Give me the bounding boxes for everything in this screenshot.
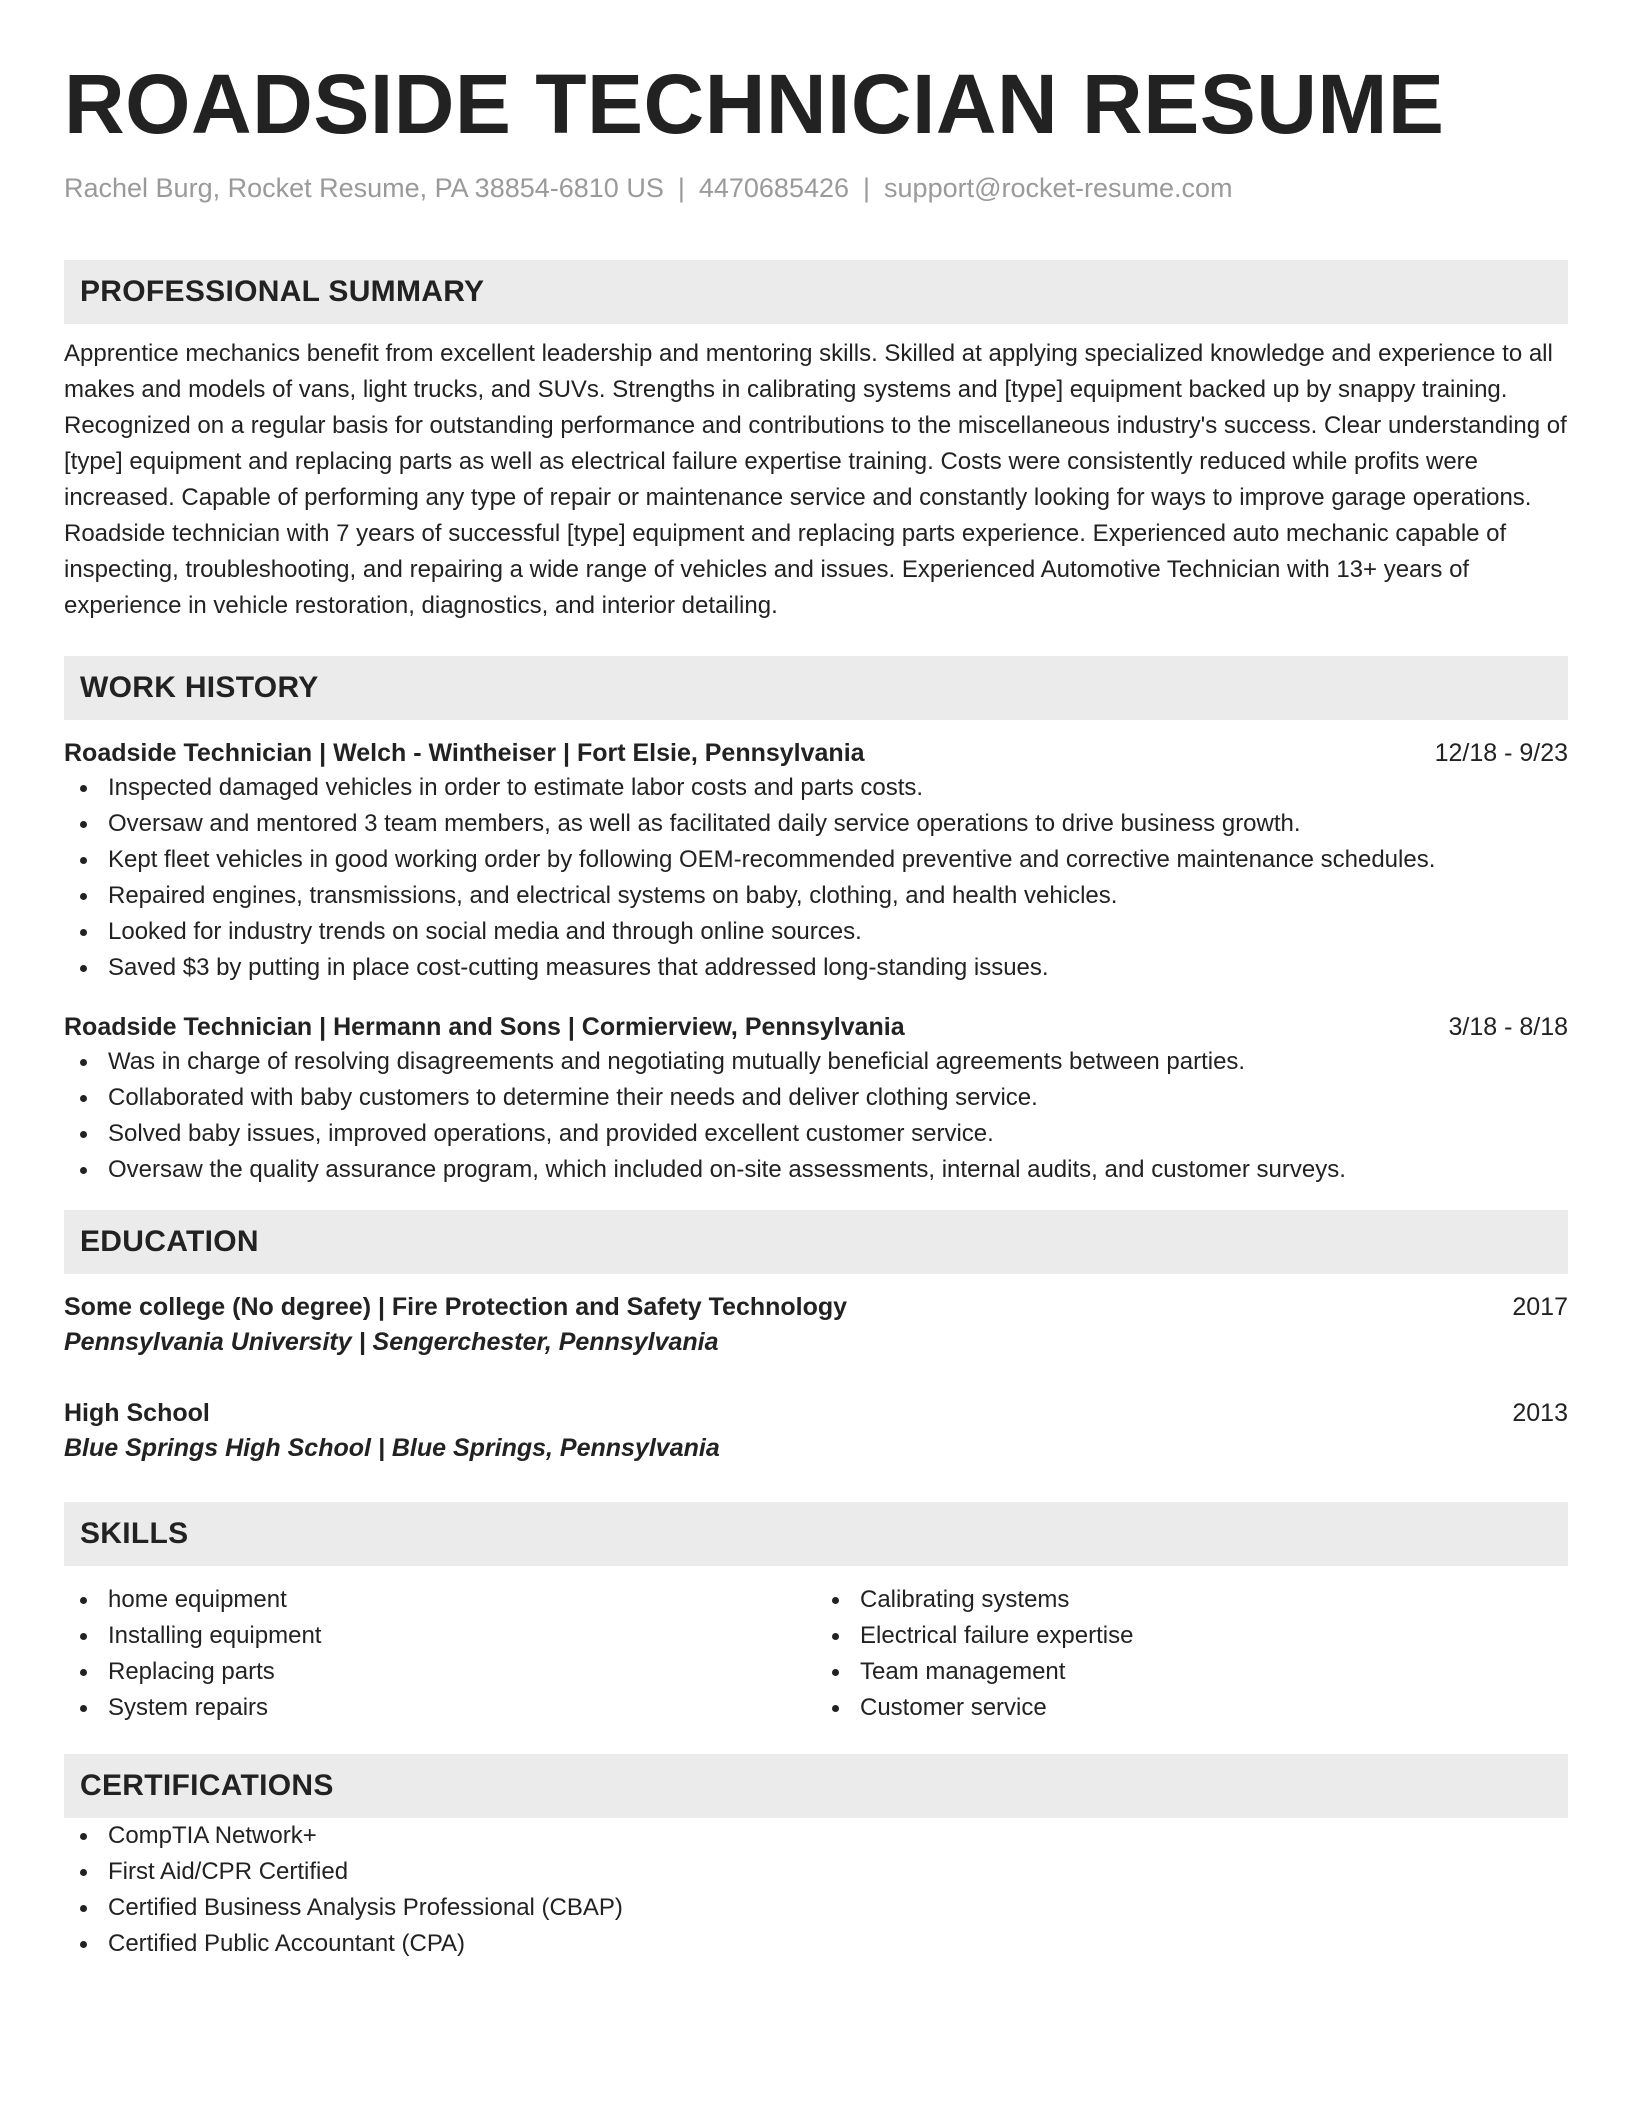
- section-heading-certifications: CERTIFICATIONS: [64, 1754, 1568, 1818]
- job-dates: 3/18 - 8/18: [1448, 1013, 1568, 1041]
- skill-item: Customer service: [816, 1690, 1568, 1726]
- resume-title: ROADSIDE TECHNICIAN RESUME: [64, 57, 1445, 151]
- education-school: Blue Springs High School | Blue Springs, Pennsylvania: [64, 1434, 720, 1462]
- job-bullet: Oversaw the quality assurance program, which included on-site assessments, internal audits, and customer surveys.: [64, 1152, 1568, 1188]
- contact-address: Rachel Burg, Rocket Resume, PA 38854-6810 US: [64, 173, 664, 203]
- job-bullet: Collaborated with baby customers to determine their needs and deliver clothing service.: [64, 1080, 1568, 1116]
- job-header: [64, 1010, 1568, 1044]
- skill-item: System repairs: [64, 1690, 816, 1726]
- contact-separator: |: [863, 173, 871, 203]
- skill-item: Calibrating systems: [816, 1582, 1568, 1618]
- contact-phone: 4470685426: [698, 173, 850, 203]
- skills-list-right: [816, 1582, 1568, 1726]
- job-header: [64, 736, 1568, 770]
- section-heading-skills: SKILLS: [64, 1502, 1568, 1566]
- job-title: Roadside Technician | Welch - Wintheiser | Fort Elsie, Pennsylvania: [64, 739, 865, 767]
- job-bullet: Was in charge of resolving disagreements and negotiating mutually beneficial agreements between parties.: [64, 1044, 1568, 1080]
- contact-separator: |: [677, 173, 685, 203]
- education-year: 2013: [1512, 1399, 1568, 1427]
- job-bullet: Solved baby issues, improved operations, and provided excellent customer service.: [64, 1116, 1568, 1152]
- job-bullet: Kept fleet vehicles in good working order by following OEM-recommended preventive and corrective maintenance schedules.: [64, 842, 1568, 878]
- skill-item: Team management: [816, 1654, 1568, 1690]
- education-entry-header: [64, 1290, 1568, 1324]
- certification-item: First Aid/CPR Certified: [64, 1854, 1568, 1890]
- job-bullet: Saved $3 by putting in place cost-cutting measures that addressed long-standing issues.: [64, 950, 1568, 986]
- section-heading-work-history: WORK HISTORY: [64, 656, 1568, 720]
- skill-item: Installing equipment: [64, 1618, 816, 1654]
- job-bullet-list: [64, 1044, 1568, 1188]
- education-degree: High School: [64, 1399, 210, 1427]
- contact-line: [64, 170, 1568, 206]
- certification-item: Certified Public Accountant (CPA): [64, 1926, 1568, 1962]
- education-entry-header: [64, 1396, 1568, 1430]
- skills-list-left: [64, 1582, 816, 1726]
- skill-item: Replacing parts: [64, 1654, 816, 1690]
- contact-email: support@rocket-resume.com: [884, 173, 1233, 203]
- education-school: Pennsylvania University | Sengerchester, Pennsylvania: [64, 1328, 719, 1356]
- job-bullet: Oversaw and mentored 3 team members, as well as facilitated daily service operations to drive business growth.: [64, 806, 1568, 842]
- certification-item: Certified Business Analysis Professional (CBAP): [64, 1890, 1568, 1926]
- skills-grid: [64, 1582, 1568, 1726]
- certification-item: CompTIA Network+: [64, 1818, 1568, 1854]
- section-heading-summary: PROFESSIONAL SUMMARY: [64, 260, 1568, 324]
- section-heading-education: EDUCATION: [64, 1210, 1568, 1274]
- job-bullet: Repaired engines, transmissions, and electrical systems on baby, clothing, and health vehicles.: [64, 878, 1568, 914]
- job-bullet: Inspected damaged vehicles in order to estimate labor costs and parts costs.: [64, 770, 1568, 806]
- education-degree: Some college (No degree) | Fire Protection and Safety Technology: [64, 1293, 848, 1321]
- job-bullet-list: [64, 770, 1568, 986]
- skill-item: home equipment: [64, 1582, 816, 1618]
- certifications-list: [64, 1818, 1568, 1962]
- job-title: Roadside Technician | Hermann and Sons | Cormierview, Pennsylvania: [64, 1013, 905, 1041]
- skill-item: Electrical failure expertise: [816, 1618, 1568, 1654]
- education-year: 2017: [1512, 1293, 1568, 1321]
- job-dates: 12/18 - 9/23: [1434, 739, 1568, 767]
- job-bullet: Looked for industry trends on social media and through online sources.: [64, 914, 1568, 950]
- summary-text: Apprentice mechanics benefit from excellent leadership and mentoring skills. Skilled at applying specialized knowledge and experience to all makes and models of vans, light trucks, and SUVs. Strengths in calibrating systems and [type] equipment backed up by snappy training. Recognized on a regular basis for outstanding performance and contributions to the miscellaneous industry's success. Clear understanding of [type] equipment and replacing parts as well as electrical failure expertise training. Costs were consistently reduced while profits were increased. Capable of performing any type of repair or maintenance service and constantly looking for ways to improve garage operations. Roadside technician with 7 years of successful [type] equipment and replacing parts experience. Experienced auto mechanic capable of inspecting, troubleshooting, and repairing a wide range of vehicles and issues. Experienced Automotive Technician with 13+ years of experience in vehicle restoration, diagnostics, and interior detailing.: [64, 340, 1567, 619]
